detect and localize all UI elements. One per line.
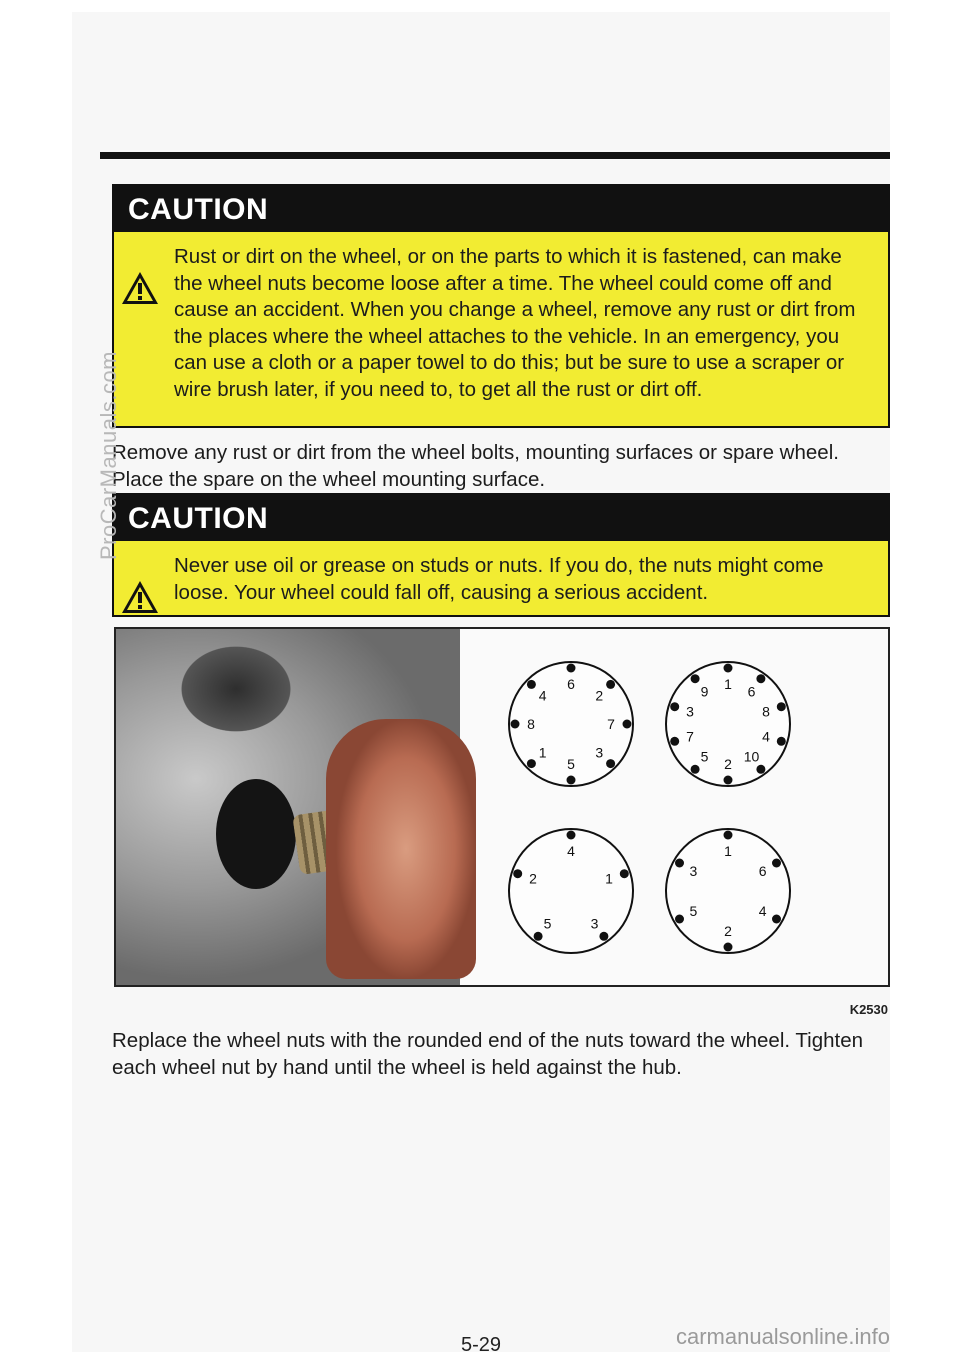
lug-nut-number: 2 [529, 870, 537, 887]
lug-nut-number: 8 [762, 703, 770, 720]
lug-nut-number: 7 [686, 728, 694, 745]
lug-nut-number: 3 [686, 703, 694, 720]
lug-nut-number: 10 [743, 748, 760, 765]
caution-text: Never use oil or grease on studs or nuts. If you do, the nuts might come loose. Your wheel could fall off, causing a serious accident. [174, 554, 824, 604]
lug-nut-number: 2 [724, 756, 732, 772]
lug-nut-number: 7 [607, 716, 615, 732]
caution-text: Rust or dirt on the wheel, or on the parts to which it is fastened, can make the wheel nuts become loose after a time. The wheel could come off and cause an accident. When you change a wheel, remove any rust or dirt from the places where the wheel attaches to the vehicle. In an emergency, you can use a cloth or a paper towel to do this; but be sure to use a scraper or wire brush later, if you need to, to get all the rust or dirt off. [174, 245, 856, 401]
warning-triangle-icon [120, 270, 160, 306]
lug-nut-dot [606, 759, 615, 768]
lug-nut-number: 4 [762, 728, 770, 745]
lug-nut-number: 8 [527, 716, 535, 732]
lug-nut-number: 3 [590, 915, 599, 932]
lug-nut-number: 5 [700, 748, 709, 765]
lug-nut-dot [691, 765, 700, 774]
lug-pattern-10 [666, 662, 790, 786]
lug-nut-number: 6 [747, 683, 756, 700]
lug-nut-number: 6 [758, 863, 767, 879]
caution-header: CAUTION [114, 495, 888, 541]
caution-header: CAUTION [114, 186, 888, 232]
lug-nut-dot [772, 859, 781, 868]
vertical-watermark: ProCarManuals.com [96, 350, 121, 560]
lug-nut-number: 4 [758, 903, 767, 919]
lug-nut-dot [724, 776, 733, 785]
lug-nut-number: 1 [724, 843, 732, 859]
lug-pattern-5 [509, 829, 633, 953]
lug-nut-dot [527, 759, 536, 768]
paragraph-replace-nuts: Replace the wheel nuts with the rounded end of the nuts toward the wheel. Tighten each wheel nut by hand until the wheel is held against the hub. [112, 1029, 864, 1079]
lug-nut-dot [691, 674, 700, 683]
hand-finger [326, 719, 476, 979]
lug-nut-dot [513, 869, 522, 878]
lug-nut-number: 5 [543, 915, 552, 932]
manual-page [72, 12, 890, 1356]
caution-box-oil [112, 493, 890, 617]
lug-nut-dot [756, 674, 765, 683]
lug-nut-dot [620, 869, 629, 878]
page-number: 5-29 [460, 1334, 502, 1356]
lug-nut-dot [675, 915, 684, 924]
lug-nut-number: 4 [538, 687, 547, 704]
lug-nut-number: 2 [595, 687, 604, 704]
lug-nut-number: 6 [567, 676, 575, 692]
paragraph-remove-rust: Remove any rust or dirt from the wheel bolts, mounting surfaces or spare wheel. Place the spare on the wheel mounting surface. [112, 441, 839, 491]
lug-nut-dot [567, 776, 576, 785]
lug-nut-dot [777, 702, 786, 711]
caution-body [114, 541, 888, 606]
lug-nut-number: 3 [595, 744, 604, 761]
lug-nut-number: 3 [689, 863, 698, 879]
hub-hole [216, 779, 296, 889]
lug-nut-dot [756, 765, 765, 774]
lug-nut-dot [670, 702, 679, 711]
figure-code: K2530 [849, 1002, 888, 1017]
lug-nut-dot [724, 664, 733, 673]
site-watermark: carmanualsonline.info [675, 1324, 890, 1349]
lug-nut-dot [724, 943, 733, 952]
warning-triangle-icon [120, 579, 160, 615]
wheel-nut-photo [116, 629, 460, 985]
lug-nut-dot [567, 831, 576, 840]
lug-nut-dot [772, 915, 781, 924]
lug-nut-dot [675, 859, 684, 868]
lug-nut-dot [534, 932, 543, 941]
caution-body [114, 232, 888, 403]
top-rule [100, 152, 890, 159]
lug-nut-number: 9 [700, 683, 709, 700]
lug-nut-dot [567, 664, 576, 673]
lug-nut-number: 1 [605, 870, 613, 887]
lug-nut-number: 2 [724, 923, 732, 939]
lug-nut-number: 1 [724, 676, 732, 692]
lug-nut-dot [511, 720, 520, 729]
lug-pattern-8 [509, 662, 633, 786]
lug-nut-dot [599, 932, 608, 941]
lug-nut-dot [724, 831, 733, 840]
lug-nut-number: 1 [538, 744, 547, 761]
lug-nut-dot [777, 737, 786, 746]
lug-nut-dot [670, 737, 679, 746]
lug-nut-dot [623, 720, 632, 729]
lug-nut-number: 5 [567, 756, 575, 772]
lug-tightening-patterns [476, 629, 888, 985]
lug-nut-number: 5 [689, 903, 698, 919]
lug-pattern-6 [666, 829, 790, 953]
wheel-nut-figure [114, 627, 890, 987]
lug-nut-dot [527, 680, 536, 689]
lug-nut-dot [606, 680, 615, 689]
caution-box-rust [112, 184, 890, 428]
lug-nut-number: 4 [567, 843, 575, 859]
